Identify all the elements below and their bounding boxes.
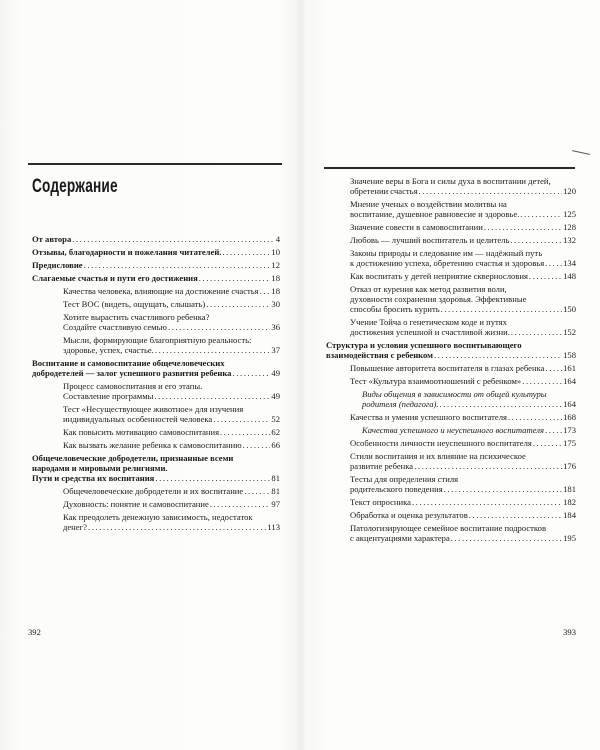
dot-leader (508, 412, 562, 422)
toc-entry-text: Повышение авторитета воспитателя в глазах ребенка (350, 363, 545, 373)
toc-page-number: 10 (271, 247, 280, 257)
toc-entry-text: Мнение ученых о воздействии молитвы на (350, 199, 507, 209)
toc-entry-text: способы бросить курить (350, 304, 440, 314)
toc-line (63, 440, 280, 450)
toc-line (63, 512, 280, 522)
toc-subsection (326, 376, 576, 386)
toc-line (63, 414, 280, 424)
header-rule (28, 163, 282, 165)
toc-line (350, 258, 576, 268)
toc-entry-text: Создайте счастливую семью (63, 322, 167, 332)
dot-leader (545, 363, 562, 373)
toc-entry-text: Тест «Несуществующее животное» для изучения (63, 404, 244, 414)
toc-line (32, 368, 280, 378)
toc-line (350, 235, 576, 245)
toc-entry-text: Виды общения в зависимости от общей культуры (362, 389, 547, 399)
toc-entry-text: Составление программы (63, 391, 154, 401)
dot-leader (260, 286, 271, 296)
toc-line (362, 425, 576, 435)
toc-entry-text: Тест ВОС (видеть, ощущать, слышать) (63, 299, 206, 309)
dot-leader (520, 209, 562, 219)
toc-page-number: 152 (563, 327, 576, 337)
header-rule (324, 167, 575, 169)
toc-entry-text: Слагаемые счастья и пути его достижения (32, 273, 198, 283)
toc-page-number: 49 (271, 391, 280, 401)
toc-line (350, 199, 576, 209)
toc-line (350, 304, 576, 314)
dot-leader (522, 376, 562, 386)
toc-page-number: 173 (563, 425, 576, 435)
left-page (28, 0, 280, 750)
toc-section (28, 247, 280, 257)
toc-entry-text: с акцентуациями характера (350, 533, 450, 543)
toc-page-number: 18 (271, 286, 280, 296)
toc-entry-text: Значение совести в самовоспитании (350, 222, 483, 232)
toc-entry-text: Стили воспитания и их влияние на психическое (350, 451, 526, 461)
toc-line (350, 533, 576, 543)
dot-leader (510, 235, 562, 245)
toc-subsection (326, 497, 576, 507)
toc-entry-text: развитие ребенка (350, 461, 414, 471)
dot-leader (232, 368, 270, 378)
toc-subsection (28, 440, 280, 450)
toc-line (362, 389, 576, 399)
dot-leader (244, 486, 270, 496)
toc-line (63, 522, 280, 532)
toc-page-number: 184 (563, 510, 576, 520)
dot-leader (434, 350, 562, 360)
dot-leader (412, 497, 562, 507)
toc-section (28, 453, 280, 483)
dot-leader (511, 327, 562, 337)
toc-subsection (28, 381, 280, 401)
toc-line (350, 376, 576, 386)
toc-entry-text: родительского поведения (350, 484, 443, 494)
toc-list (28, 234, 280, 535)
dot-leader (168, 322, 270, 332)
toc-subsection (326, 438, 576, 448)
toc-entry-text: Любовь — лучший воспитатель и целитель (350, 235, 510, 245)
toc-entry-text: Особенности личности неуспешного воспитателя (350, 438, 532, 448)
toc-page-number: 125 (563, 209, 576, 219)
dot-leader (206, 299, 270, 309)
toc-line (350, 248, 576, 258)
toc-page-number: 4 (275, 234, 280, 244)
dot-leader (210, 499, 271, 509)
toc-entry-text: Структура и условия успешного воспитывающего (326, 340, 522, 350)
toc-page-number: 18 (271, 273, 280, 283)
dot-leader (533, 438, 562, 448)
toc-entry-text: здоровье, успех, счастье. (63, 345, 154, 355)
toc-page-number: 62 (271, 427, 280, 437)
toc-line (350, 510, 576, 520)
toc-line (350, 271, 576, 281)
toc-entry-text: индивидуальных особенностей человека (63, 414, 213, 424)
toc-page-number: 66 (271, 440, 280, 450)
toc-subsubsection (326, 425, 576, 435)
toc-line (350, 474, 576, 484)
toc-line (326, 350, 576, 360)
toc-section (28, 358, 280, 378)
toc-entry-text: добродетелей — залог успешного развития ребенка (32, 368, 232, 378)
toc-subsection (28, 286, 280, 296)
toc-page-number: 182 (563, 497, 576, 507)
toc-entry-text: Как вызвать желание ребенка к самовоспитанию (63, 440, 242, 450)
toc-subsection (28, 404, 280, 424)
dot-leader (72, 234, 274, 244)
toc-subsection (326, 176, 576, 196)
toc-page-number: 36 (271, 322, 280, 332)
toc-line (350, 461, 576, 471)
toc-entry-text: народами и мировыми религиями. (32, 463, 168, 473)
toc-entry-text: обретении счастья (350, 186, 418, 196)
toc-line (32, 358, 280, 368)
toc-entry-text: Воспитание и самовоспитание общечеловеческих (32, 358, 225, 368)
toc-page-number: 176 (563, 461, 576, 471)
toc-line (326, 340, 576, 350)
toc-page-number: 168 (563, 412, 576, 422)
toc-entry-text: Учение Тойча о генетическом коде и путях (350, 317, 507, 327)
toc-subsection (326, 235, 576, 245)
toc-line (350, 186, 576, 196)
toc-entry-text: Общечеловеческие добродетели и их воспитание (63, 486, 244, 496)
toc-line (350, 327, 576, 337)
toc-line (350, 317, 576, 327)
toc-entry-text: Патологизирующее семейное воспитание подростков (350, 523, 547, 533)
toc-page-number: 30 (271, 299, 280, 309)
toc-page-number: 120 (563, 186, 576, 196)
toc-line (63, 391, 280, 401)
toc-line (63, 335, 280, 345)
toc-page-number: 12 (271, 260, 280, 270)
toc-entry-text: воспитание, душевное равновесие и здоровье. (350, 209, 520, 219)
toc-section (28, 260, 280, 270)
toc-entry-text: духовности сохранения здоровья. Эффективные (350, 294, 527, 304)
dot-leader (88, 522, 266, 532)
toc-line (32, 260, 280, 270)
toc-entry-text: Предисловие (32, 260, 83, 270)
toc-page-number: 128 (563, 222, 576, 232)
dot-leader (441, 304, 562, 314)
toc-page-number: 97 (271, 499, 280, 509)
toc-line (63, 499, 280, 509)
toc-line (32, 453, 280, 463)
toc-entry-text: Тест «Культура взаимоотношений с ребенком» (350, 376, 522, 386)
toc-subsubsection (326, 389, 576, 409)
toc-line (362, 399, 576, 409)
toc-line (350, 451, 576, 461)
toc-line (63, 486, 280, 496)
toc-entry-text: денег? (63, 522, 87, 532)
toc-line (32, 273, 280, 283)
toc-line (350, 484, 576, 494)
toc-list (326, 176, 576, 546)
dot-leader (155, 345, 271, 355)
toc-line (350, 222, 576, 232)
toc-line (63, 322, 280, 332)
dot-leader (155, 473, 270, 483)
toc-entry-text: От автора (32, 234, 72, 244)
toc-line (350, 363, 576, 373)
toc-line (350, 284, 576, 294)
toc-line (32, 463, 280, 473)
toc-page-number: 81 (271, 486, 280, 496)
toc-section (28, 273, 280, 283)
toc-entry-text: Качества человека, влияющие на достижение счастья (63, 286, 259, 296)
toc-page-number: 49 (271, 368, 280, 378)
toc-page-number: 37 (271, 345, 280, 355)
toc-page-number: 134 (563, 258, 576, 268)
toc-subsection (326, 523, 576, 543)
toc-entry-text: Как воспитать у детей неприятие сквернословия (350, 271, 528, 281)
toc-entry-text: достижения успешной и счастливой жизни. (350, 327, 510, 337)
toc-line (350, 523, 576, 533)
dot-leader (199, 273, 271, 283)
toc-subsection (326, 284, 576, 314)
dot-leader (222, 247, 270, 257)
toc-entry-text: взаимодействия с ребенком (326, 350, 434, 360)
toc-entry-text: Отзывы, благодарности и пожелания читателей. (32, 247, 222, 257)
toc-entry-text: Как преодолеть денежную зависимость, недостаток (63, 512, 253, 522)
dot-leader (440, 399, 563, 409)
toc-subsection (28, 427, 280, 437)
toc-page-number: 175 (563, 438, 576, 448)
toc-page-number: 150 (563, 304, 576, 314)
toc-page-number: 181 (563, 484, 576, 494)
toc-entry-text: Текст опросника (350, 497, 411, 507)
toc-entry-text: Общечеловеческие добродетели, признанные всеми (32, 453, 234, 463)
toc-line (350, 209, 576, 219)
toc-page-number: 164 (563, 376, 576, 386)
toc-entry-text: Обработка и оценка результатов (350, 510, 468, 520)
toc-section (28, 234, 280, 244)
toc-subsection (326, 317, 576, 337)
toc-subsection (326, 451, 576, 471)
toc-subsection (326, 412, 576, 422)
toc-page-number: 161 (563, 363, 576, 373)
toc-page-number: 164 (563, 399, 576, 409)
toc-subsection (326, 474, 576, 494)
toc-entry-text: родителя (педагога). (362, 399, 439, 409)
toc-subsection (326, 222, 576, 232)
toc-entry-text: Мысли, формирующие благоприятную реальность: (63, 335, 252, 345)
toc-line (350, 176, 576, 186)
toc-subsection (28, 486, 280, 496)
dot-leader (414, 461, 562, 471)
toc-line (350, 438, 576, 448)
dot-leader (444, 484, 562, 494)
toc-line (32, 473, 280, 483)
toc-subsection (28, 299, 280, 309)
toc-entry-text: Качества успешного и неуспешного воспитателя (362, 425, 544, 435)
dot-leader (154, 391, 270, 401)
dot-leader (484, 222, 562, 232)
toc-line (32, 234, 280, 244)
toc-entry-text: Значение веры в Бога и силы духа в воспитании детей, (350, 176, 551, 186)
toc-entry-text: Как повысить мотивацию самовоспитания (63, 427, 220, 437)
toc-page-number: 81 (271, 473, 280, 483)
toc-entry-text: к достижению успеха, обретению счастья и здоровья (350, 258, 545, 268)
toc-page-number: 132 (563, 235, 576, 245)
toc-entry-text: Качества и умения успешного воспитателя (350, 412, 507, 422)
toc-subsection (28, 499, 280, 509)
page-title: Содержание (32, 176, 118, 197)
dot-leader (243, 440, 271, 450)
toc-line (350, 412, 576, 422)
dot-leader (451, 533, 562, 543)
toc-line (63, 345, 280, 355)
toc-subsection (326, 510, 576, 520)
toc-entry-text: Процесс самовоспитания и его этапы. (63, 381, 203, 391)
toc-page-number: 113 (267, 522, 280, 532)
toc-subsection (28, 312, 280, 332)
dot-leader (84, 260, 271, 270)
toc-subsection (28, 335, 280, 355)
toc-line (63, 286, 280, 296)
toc-line (63, 312, 280, 322)
toc-section (326, 340, 576, 360)
right-page (326, 0, 576, 750)
dot-leader (529, 271, 562, 281)
toc-entry-text: Законы природы и следование им — надёжный путь (350, 248, 543, 258)
dot-leader (469, 510, 562, 520)
dot-leader (545, 258, 562, 268)
page-number: 392 (28, 627, 41, 637)
toc-entry-text: Отказ от курения как метод развития воли, (350, 284, 507, 294)
dot-leader (213, 414, 270, 424)
toc-page-number: 52 (271, 414, 280, 424)
toc-line (350, 497, 576, 507)
toc-page-number: 195 (563, 533, 576, 543)
toc-line (32, 247, 280, 257)
toc-entry-text: Хотите вырастить счастливого ребенка? (63, 312, 210, 322)
page-number: 393 (563, 627, 576, 637)
toc-entry-text: Пути и средства их воспитания (32, 473, 155, 483)
dot-leader (220, 427, 270, 437)
dot-leader (419, 186, 563, 196)
toc-page-number: 158 (563, 350, 576, 360)
dot-leader (545, 425, 562, 435)
toc-line (63, 299, 280, 309)
toc-line (63, 427, 280, 437)
toc-subsection (326, 363, 576, 373)
toc-subsection (326, 199, 576, 219)
toc-line (350, 294, 576, 304)
toc-line (63, 381, 280, 391)
toc-page-number: 148 (563, 271, 576, 281)
toc-entry-text: Тесты для определения стиля (350, 474, 459, 484)
toc-subsection (326, 271, 576, 281)
toc-entry-text: Духовность: понятие и самовоспитание (63, 499, 209, 509)
toc-subsection (28, 512, 280, 532)
toc-subsection (326, 248, 576, 268)
toc-line (63, 404, 280, 414)
